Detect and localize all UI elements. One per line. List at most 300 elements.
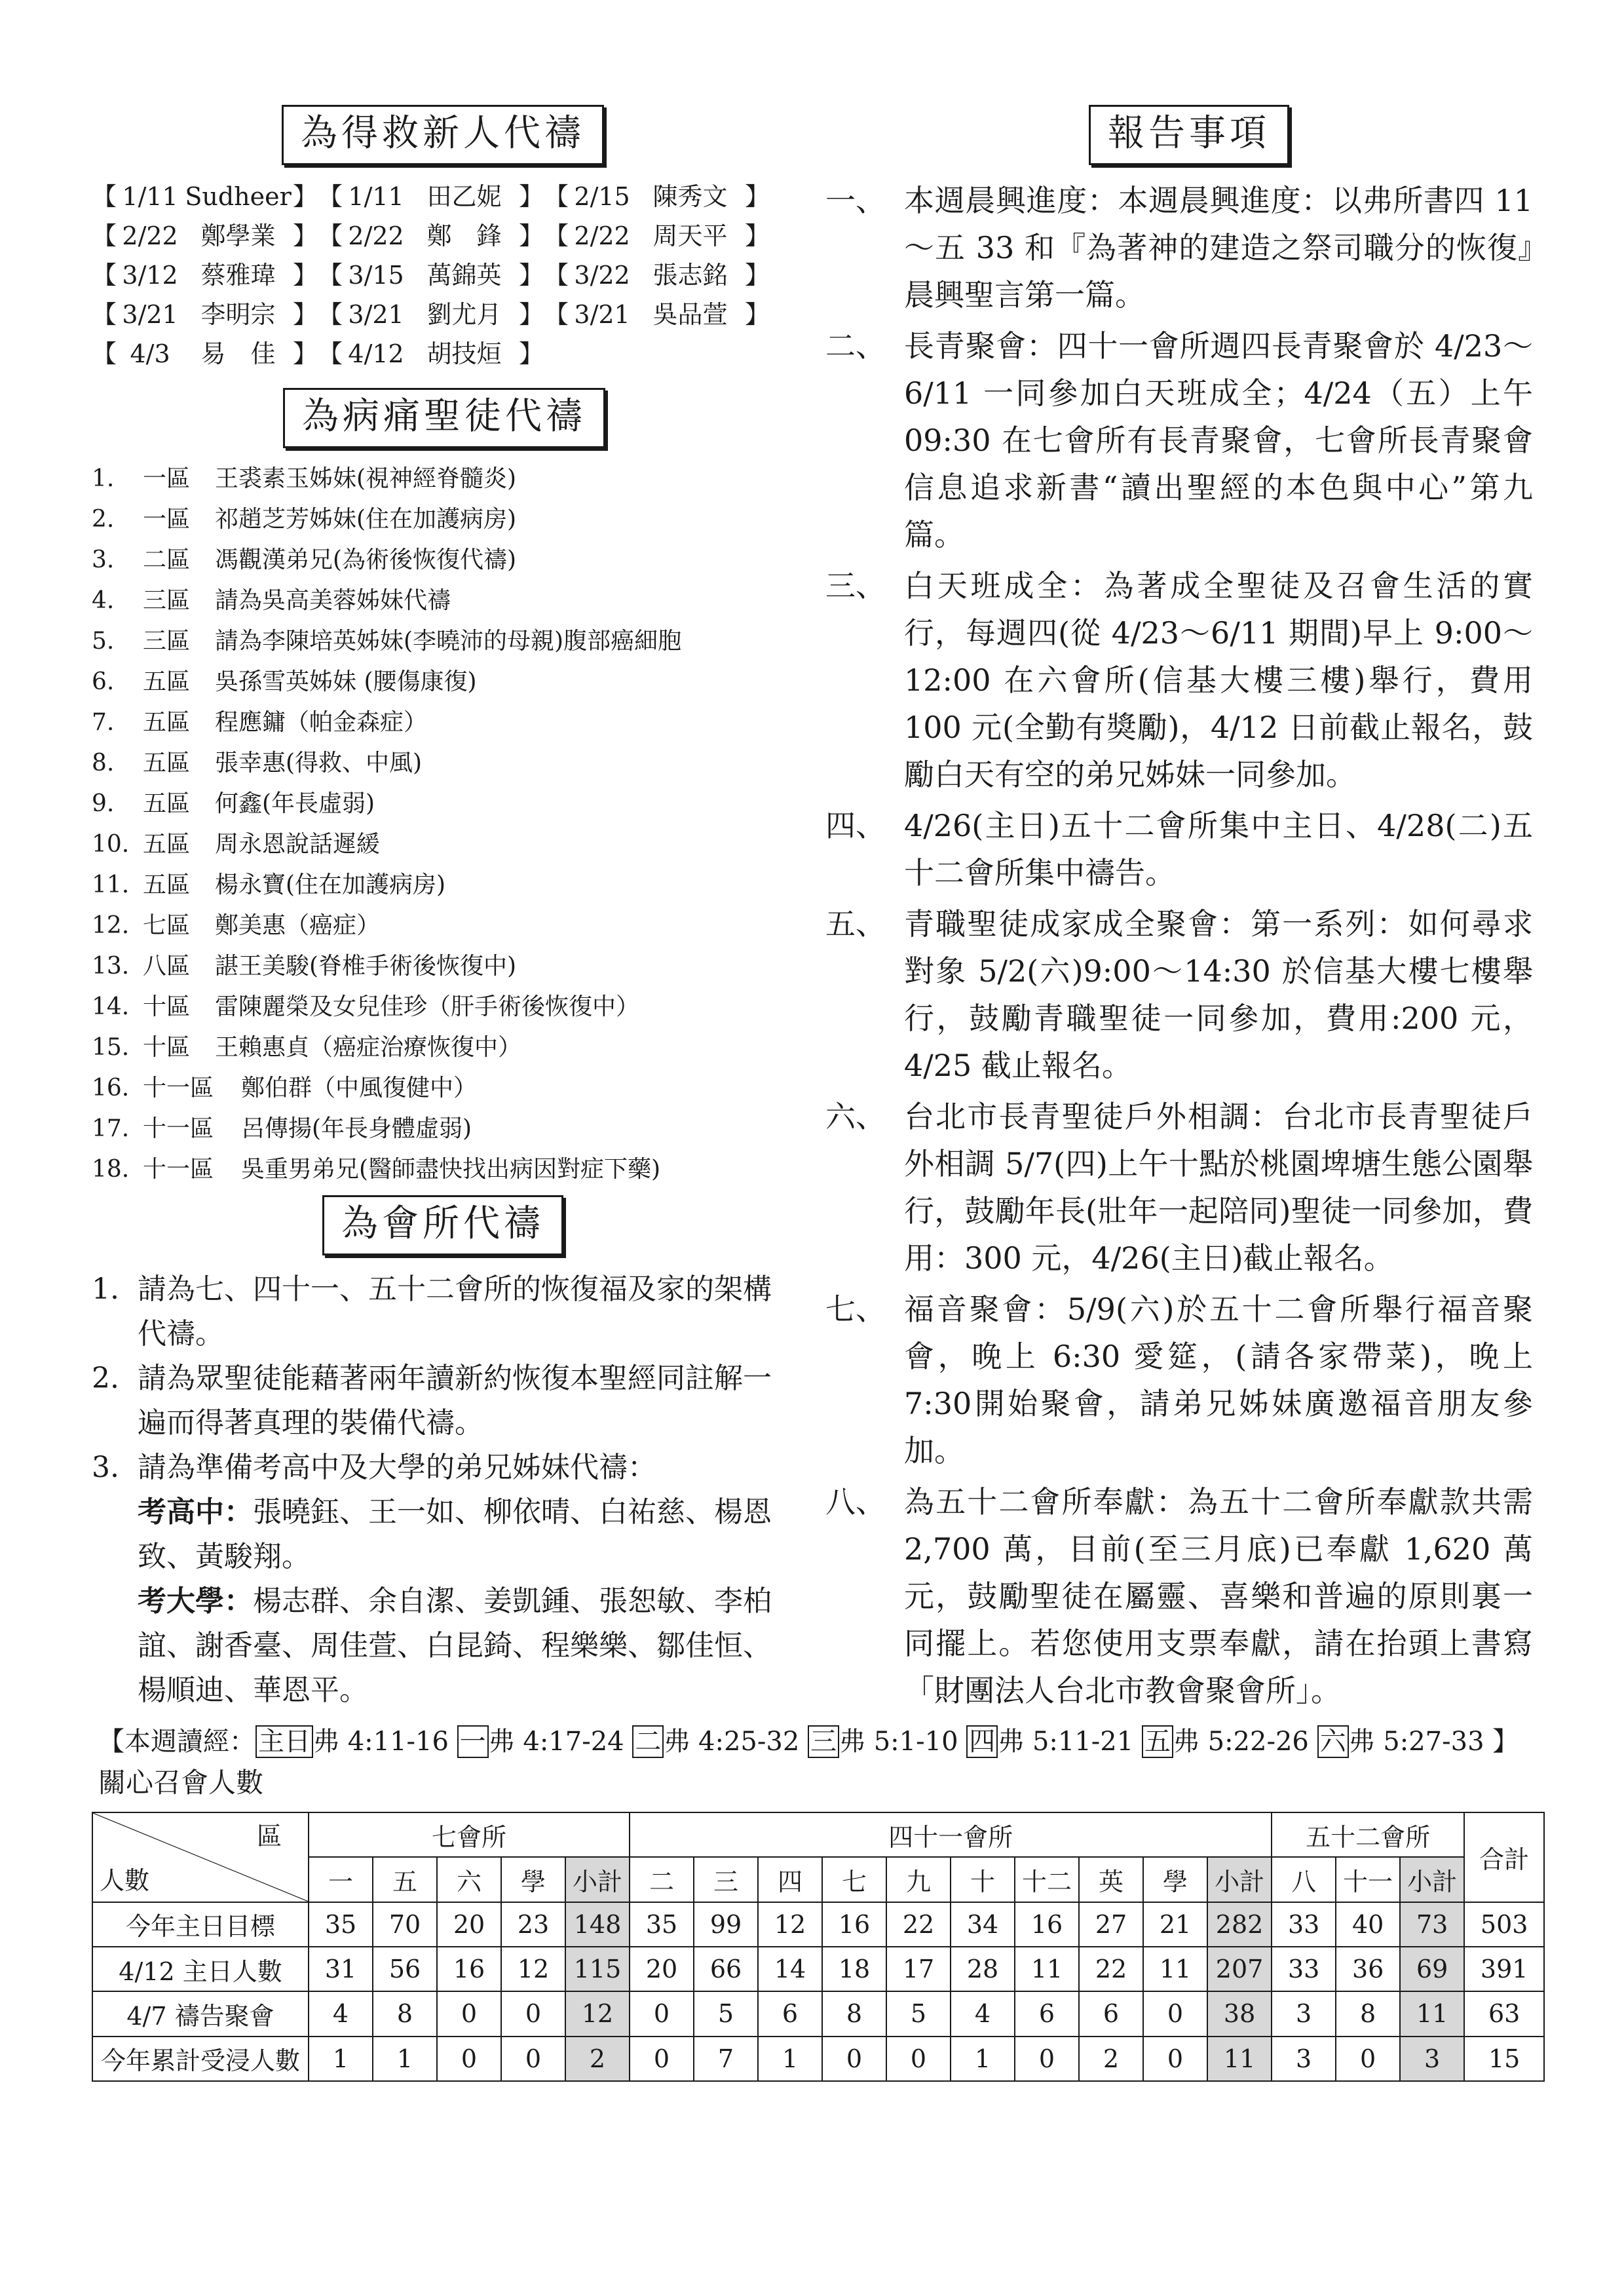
item-number: 一、 xyxy=(825,183,886,218)
item-text: 祁趙芝芳姊妹(住在加護病房) xyxy=(215,506,517,533)
item-text: 4/26(主日)五十二會所集中主日、4/28(二)五十二會所集中禱告。 xyxy=(904,808,1533,890)
new-believer-entry xyxy=(92,295,318,334)
header-row-districts xyxy=(92,1857,1544,1902)
table-cell: 20 xyxy=(630,1947,694,1991)
table-cell: 2 xyxy=(565,2037,630,2081)
bracket-open: 【 xyxy=(92,221,117,250)
bracket-open: 【 xyxy=(544,221,569,250)
item-number: 2. xyxy=(92,1362,119,1395)
table-cell: 56 xyxy=(373,1947,437,1991)
table-cell: 16 xyxy=(437,1947,501,1991)
bracket-close: 】 xyxy=(292,182,318,211)
table-cell: 8 xyxy=(1336,1991,1400,2036)
table-cell: 70 xyxy=(373,1902,437,1947)
table-cell: 20 xyxy=(437,1902,501,1947)
table-cell: 1 xyxy=(758,2037,822,2081)
item-district: 十一區 xyxy=(143,1075,214,1101)
district-header: 五 xyxy=(373,1857,437,1902)
table-cell: 28 xyxy=(951,1947,1015,1991)
new-believer-row xyxy=(92,256,799,295)
entry-name: 田乙妮 xyxy=(426,182,502,211)
item-text: 諶王美駿(脊椎手術後恢復中) xyxy=(215,953,517,980)
item-text: 請為眾聖徒能藉著兩年讀新約恢復本聖經同註解一遍而得著真理的裝備代禱。 xyxy=(138,1362,772,1440)
table-cell: 4 xyxy=(309,1991,373,2036)
item-number: 3. xyxy=(92,1451,119,1484)
district-header: 十一 xyxy=(1336,1857,1400,1902)
item-district: 五區 xyxy=(143,668,191,695)
sick-title: 為病痛聖徒代禱 xyxy=(283,388,605,448)
district-header: 十 xyxy=(951,1857,1015,1902)
university-label: 考大學： xyxy=(138,1584,253,1618)
item-text: 周永恩說話遲緩 xyxy=(215,831,381,858)
row-label: 4/12 主日人數 xyxy=(92,1947,309,1991)
table-cell: 0 xyxy=(1143,2037,1207,2081)
table-cell: 0 xyxy=(1143,1991,1207,2036)
item-number: 14. xyxy=(92,993,130,1020)
church-title: 為會所代禱 xyxy=(322,1195,563,1255)
entry-name: 陳秀文 xyxy=(652,182,728,211)
bracket-open: 【 xyxy=(318,221,343,250)
table-cell: 35 xyxy=(309,1902,373,1947)
reading-day: 一 xyxy=(457,1725,489,1758)
district-header: 八 xyxy=(1272,1857,1336,1902)
district-header: 小計 xyxy=(1400,1857,1464,1902)
announcement-item xyxy=(819,322,1533,558)
table-cell: 12 xyxy=(565,1991,630,2036)
row-label: 今年累計受浸人數 xyxy=(92,2037,309,2081)
item-text: 請為七、四十一、五十二會所的恢復福及家的架構代禱。 xyxy=(138,1272,772,1350)
entry-name: 萬錦英 xyxy=(426,261,502,290)
new-believer-entry xyxy=(92,216,318,256)
sick-item xyxy=(92,1109,799,1149)
table-cell: 3 xyxy=(1272,2037,1336,2081)
item-number: 六、 xyxy=(825,1099,886,1134)
entry-date: 1/11 xyxy=(122,182,178,211)
reading-close: 】 xyxy=(1492,1727,1519,1757)
table-cell: 11 xyxy=(1207,2037,1272,2081)
item-number: 16. xyxy=(92,1075,130,1101)
entry-name: 蔡雅瑋 xyxy=(200,261,276,290)
item-text: 何鑫(年長虛弱) xyxy=(215,790,375,817)
group-header: 四十一會所 xyxy=(630,1812,1272,1857)
entry-name: 胡技烜 xyxy=(426,339,502,368)
bracket-open: 【 xyxy=(92,261,117,290)
item-text: 呂傳揚(年長身體虛弱) xyxy=(241,1115,472,1142)
entry-name: 吳品萱 xyxy=(652,300,728,329)
table-row xyxy=(92,1991,1544,2036)
district-header: 學 xyxy=(1143,1857,1207,1902)
table-cell: 1 xyxy=(951,2037,1015,2081)
bracket-open: 【 xyxy=(92,182,117,211)
reading-day: 主日 xyxy=(255,1725,313,1758)
table-cell: 207 xyxy=(1207,1947,1272,1991)
table-row xyxy=(92,1947,1544,1991)
table-cell: 35 xyxy=(630,1902,694,1947)
church-item-3 xyxy=(92,1445,799,1490)
bracket-open: 【 xyxy=(544,261,569,290)
entry-date: 4/3 xyxy=(130,339,170,368)
sick-item xyxy=(92,784,799,824)
item-number: 5. xyxy=(92,628,115,655)
item-text: 青職聖徒成家成全聚會：第一系列：如何尋求對象 5/2(六)9:00～14:30 於信基大樓七樓舉行，鼓勵青職聖徒一同參加，費用:200 元，4/25 截止報名。 xyxy=(904,906,1533,1083)
new-believer-entry xyxy=(92,256,318,295)
table-cell: 22 xyxy=(886,1902,951,1947)
table-cell: 8 xyxy=(822,1991,886,2036)
bracket-close: 】 xyxy=(292,261,318,290)
table-cell: 115 xyxy=(565,1947,630,1991)
item-number: 四、 xyxy=(825,808,886,843)
table-cell: 1 xyxy=(373,2037,437,2081)
item-number: 三、 xyxy=(825,568,886,603)
entry-date: 3/21 xyxy=(122,300,178,329)
bracket-close: 】 xyxy=(518,221,544,250)
bracket-close: 】 xyxy=(518,182,544,211)
item-number: 13. xyxy=(92,953,130,980)
table-cell: 16 xyxy=(822,1902,886,1947)
item-number: 11. xyxy=(92,871,130,898)
table-row xyxy=(92,1902,1544,1947)
item-number: 1. xyxy=(92,465,115,492)
table-cell: 63 xyxy=(1464,1991,1544,2036)
table-cell: 391 xyxy=(1464,1947,1544,1991)
total-header: 合計 xyxy=(1464,1812,1544,1902)
entry-date: 3/15 xyxy=(348,261,404,290)
corner-label-bottom: 人數 xyxy=(100,1866,150,1895)
table-cell: 27 xyxy=(1079,1902,1143,1947)
table-cell: 0 xyxy=(1336,2037,1400,2081)
entry-name: 周天平 xyxy=(652,221,728,250)
entry-date: 3/21 xyxy=(574,300,630,329)
item-district: 三區 xyxy=(143,628,191,655)
item-district: 五區 xyxy=(143,790,191,817)
item-number: 七、 xyxy=(825,1292,886,1327)
high-school-list xyxy=(138,1490,799,1579)
reading-day: 四 xyxy=(966,1725,998,1758)
entry-date: 2/22 xyxy=(574,221,630,250)
district-header: 英 xyxy=(1079,1857,1143,1902)
bracket-open: 【 xyxy=(92,339,117,368)
row-label: 今年主日目標 xyxy=(92,1902,309,1947)
entry-date: 4/12 xyxy=(348,339,404,368)
item-district: 一區 xyxy=(143,465,191,492)
left-column xyxy=(92,105,799,1713)
item-district: 二區 xyxy=(143,546,191,573)
item-text: 本週晨興進度：本週晨興進度：以弗所書四 11～五 33 和『為著神的建造之祭司職分的恢復』晨興聖言第一篇。 xyxy=(904,183,1533,313)
item-district: 五區 xyxy=(143,831,191,858)
table-cell: 14 xyxy=(758,1947,822,1991)
corner-label-top: 區 xyxy=(256,1822,282,1850)
reading-ref: 弗 5:22-26 xyxy=(1173,1727,1317,1757)
entry-name: Sudheer xyxy=(185,182,292,211)
table-cell: 0 xyxy=(501,1991,565,2036)
new-believer-row xyxy=(92,334,799,373)
item-number: 3. xyxy=(92,546,115,573)
item-text: 鄭伯群（中風復健中） xyxy=(241,1075,478,1101)
table-cell: 7 xyxy=(694,2037,758,2081)
bracket-close: 】 xyxy=(518,339,544,368)
district-header: 一 xyxy=(309,1857,373,1902)
new-believer-entry xyxy=(318,295,544,334)
district-header: 二 xyxy=(630,1857,694,1902)
new-believer-entry xyxy=(544,216,770,256)
entry-name: 劉尤月 xyxy=(426,300,502,329)
table-cell: 33 xyxy=(1272,1902,1336,1947)
district-header: 學 xyxy=(501,1857,565,1902)
reading-day: 二 xyxy=(632,1725,664,1758)
table-cell: 2 xyxy=(1079,2037,1143,2081)
reading-ref: 弗 5:1-10 xyxy=(839,1727,967,1757)
sick-item xyxy=(92,906,799,946)
item-district: 十一區 xyxy=(143,1156,214,1183)
announcement-item xyxy=(819,1478,1533,1714)
table-cell: 6 xyxy=(1079,1991,1143,2036)
table-cell: 73 xyxy=(1400,1902,1464,1947)
item-district: 十區 xyxy=(143,1034,191,1061)
new-believer-row xyxy=(92,177,799,216)
bracket-close: 】 xyxy=(292,221,318,250)
district-header: 六 xyxy=(437,1857,501,1902)
new-believer-entry xyxy=(92,177,318,216)
item-text: 張幸惠(得救、中風) xyxy=(215,750,423,776)
table-cell: 282 xyxy=(1207,1902,1272,1947)
sick-item xyxy=(92,865,799,906)
table-cell: 8 xyxy=(373,1991,437,2036)
item-text: 吳重男弟兄(醫師盡快找出病因對症下藥) xyxy=(241,1156,661,1183)
item-number: 2. xyxy=(92,506,115,533)
sick-item xyxy=(92,581,799,621)
item-number: 12. xyxy=(92,912,130,939)
bracket-close: 】 xyxy=(744,261,770,290)
sick-item xyxy=(92,499,799,540)
bracket-open: 【 xyxy=(92,300,117,329)
table-cell: 11 xyxy=(1400,1991,1464,2036)
table-cell: 6 xyxy=(758,1991,822,2036)
table-cell: 22 xyxy=(1079,1947,1143,1991)
bracket-open: 【 xyxy=(318,300,343,329)
district-header: 十二 xyxy=(1015,1857,1079,1902)
announcement-item xyxy=(819,562,1533,798)
district-header: 三 xyxy=(694,1857,758,1902)
sick-list xyxy=(92,459,799,1190)
reading-day: 五 xyxy=(1142,1725,1173,1758)
item-text: 馮觀漢弟兄(為術後恢復代禱) xyxy=(215,546,517,573)
row-label: 4/7 禱告聚會 xyxy=(92,1991,309,2036)
announcement-item xyxy=(819,802,1533,896)
new-believer-row xyxy=(92,216,799,256)
university-names: 楊志群、余自潔、姜凱鍾、張恕敏、李柏誼、謝香臺、周佳萱、白昆錡、程樂樂、鄒佳恒、楊順迪、華恩平。 xyxy=(138,1584,772,1707)
table-cell: 3 xyxy=(1272,1991,1336,2036)
item-text: 王裘素玉姊妹(視神經脊髓炎) xyxy=(215,465,517,492)
sick-item xyxy=(92,946,799,987)
item-text: 雷陳麗榮及女兒佳珍（肝手術後恢復中） xyxy=(215,993,640,1020)
item-district: 五區 xyxy=(143,709,191,736)
table-cell: 0 xyxy=(822,2037,886,2081)
bracket-open: 【 xyxy=(544,300,569,329)
entry-name: 鄭 鋒 xyxy=(426,221,502,250)
announcements-title: 報告事項 xyxy=(1089,105,1289,165)
church-item-1 xyxy=(92,1267,799,1356)
group-header: 五十二會所 xyxy=(1272,1812,1464,1857)
table-cell: 66 xyxy=(694,1947,758,1991)
sick-item xyxy=(92,1068,799,1109)
district-header: 七 xyxy=(822,1857,886,1902)
table-cell: 3 xyxy=(1400,2037,1464,2081)
item-number: 4. xyxy=(92,587,115,614)
sick-item xyxy=(92,621,799,662)
table-cell: 0 xyxy=(437,1991,501,2036)
item-district: 十一區 xyxy=(143,1115,214,1142)
reading-ref: 弗 4:17-24 xyxy=(488,1727,633,1757)
reading-day: 三 xyxy=(808,1725,839,1758)
item-number: 五、 xyxy=(825,906,886,942)
group-header: 七會所 xyxy=(309,1812,630,1857)
item-district: 十區 xyxy=(143,993,191,1020)
table-cell: 0 xyxy=(1015,2037,1079,2081)
table-cell: 0 xyxy=(630,2037,694,2081)
item-district: 一區 xyxy=(143,506,191,533)
item-number: 10. xyxy=(92,831,130,858)
bracket-close: 】 xyxy=(744,182,770,211)
item-text: 台北市長青聖徒戶外相調：台北市長青聖徒戶外相調 5/7(四)上午十點於桃園埤塘生態公園舉行，鼓勵年長(壯年一起陪同)聖徒一同參加，費用：300 元，4/26(主日)截止報名。 xyxy=(904,1099,1533,1276)
item-text: 請為李陳培英姊妹(李曉沛的母親)腹部癌細胞 xyxy=(215,628,682,655)
district-header: 小計 xyxy=(1207,1857,1272,1902)
table-cell: 38 xyxy=(1207,1991,1272,2036)
item-number: 八、 xyxy=(825,1484,886,1520)
attendance-title: 關心召會人數 xyxy=(98,1767,264,1799)
entry-date: 3/22 xyxy=(574,261,630,290)
table-cell: 11 xyxy=(1143,1947,1207,1991)
sick-item xyxy=(92,743,799,784)
entry-date: 1/11 xyxy=(348,182,404,211)
reading-ref: 弗 5:11-21 xyxy=(998,1727,1142,1757)
item-text: 鄭美惠（癌症） xyxy=(215,912,381,939)
table-cell: 34 xyxy=(951,1902,1015,1947)
new-believers-title: 為得救新人代禱 xyxy=(282,105,604,165)
item-text: 請為準備考高中及大學的弟兄姊妹代禱： xyxy=(138,1451,656,1484)
bracket-close: 】 xyxy=(292,339,318,368)
table-cell: 5 xyxy=(694,1991,758,2036)
district-header: 四 xyxy=(758,1857,822,1902)
item-district: 五區 xyxy=(143,871,191,898)
bracket-close: 】 xyxy=(518,261,544,290)
new-believer-entry xyxy=(544,177,770,216)
table-cell: 0 xyxy=(501,2037,565,2081)
sick-item xyxy=(92,540,799,581)
entry-date: 2/22 xyxy=(122,221,178,250)
table-cell: 40 xyxy=(1336,1902,1400,1947)
table-cell: 148 xyxy=(565,1902,630,1947)
sick-item xyxy=(92,702,799,743)
table-cell: 503 xyxy=(1464,1902,1544,1947)
entry-name: 鄭學業 xyxy=(200,221,276,250)
item-text: 程應鏞（帕金森症） xyxy=(215,709,428,736)
new-believer-entry xyxy=(318,177,544,216)
sick-item xyxy=(92,824,799,865)
new-believer-entry xyxy=(544,256,770,295)
item-text: 楊永寶(住在加護病房) xyxy=(215,871,446,898)
item-number: 9. xyxy=(92,790,115,817)
sick-item xyxy=(92,459,799,499)
item-number: 8. xyxy=(92,750,115,776)
new-believer-entry xyxy=(318,256,544,295)
bracket-open: 【 xyxy=(544,182,569,211)
table-cell: 31 xyxy=(309,1947,373,1991)
church-list xyxy=(92,1267,799,1713)
table-corner xyxy=(92,1812,309,1902)
entry-date: 2/15 xyxy=(574,182,630,211)
table-cell: 12 xyxy=(501,1947,565,1991)
reading-day: 六 xyxy=(1317,1725,1349,1758)
new-believer-entry xyxy=(92,334,318,373)
table-cell: 99 xyxy=(694,1902,758,1947)
bracket-close: 】 xyxy=(744,300,770,329)
sick-item xyxy=(92,1027,799,1068)
sick-item xyxy=(92,1149,799,1190)
item-number: 15. xyxy=(92,1034,130,1061)
reading-open: 【本週讀經： xyxy=(98,1727,255,1757)
table-cell: 18 xyxy=(822,1947,886,1991)
new-believer-entry xyxy=(318,216,544,256)
right-column xyxy=(819,105,1533,1718)
item-district: 七區 xyxy=(143,912,191,939)
table-cell: 6 xyxy=(1015,1991,1079,2036)
bracket-close: 】 xyxy=(292,300,318,329)
item-number: 6. xyxy=(92,668,115,695)
table-cell: 23 xyxy=(501,1902,565,1947)
table-cell: 11 xyxy=(1015,1947,1079,1991)
new-believers-list xyxy=(92,177,799,373)
bracket-open: 【 xyxy=(318,182,343,211)
item-number: 17. xyxy=(92,1115,130,1142)
church-item-2 xyxy=(92,1356,799,1445)
item-text: 吳孫雪英姊妹 (腰傷康復) xyxy=(215,668,477,695)
table-cell: 36 xyxy=(1336,1947,1400,1991)
table-cell: 16 xyxy=(1015,1902,1079,1947)
reading-ref: 弗 4:25-32 xyxy=(664,1727,808,1757)
weekly-reading xyxy=(98,1722,1572,1761)
sick-item xyxy=(92,987,799,1027)
attendance-table xyxy=(92,1812,1545,2082)
bracket-open: 【 xyxy=(318,261,343,290)
item-text: 請為吳高美蓉姊妹代禱 xyxy=(215,587,451,614)
new-believer-row xyxy=(92,295,799,334)
bracket-close: 】 xyxy=(744,221,770,250)
item-district: 八區 xyxy=(143,953,191,980)
announcement-item xyxy=(819,900,1533,1089)
bracket-close: 】 xyxy=(518,300,544,329)
table-cell: 15 xyxy=(1464,2037,1544,2081)
table-cell: 33 xyxy=(1272,1947,1336,1991)
reading-ref: 弗 5:27-33 xyxy=(1348,1727,1493,1757)
table-cell: 0 xyxy=(886,2037,951,2081)
entry-date: 3/12 xyxy=(122,261,178,290)
item-number: 7. xyxy=(92,709,115,736)
reading-ref: 弗 4:11-16 xyxy=(313,1727,457,1757)
entry-date: 3/21 xyxy=(348,300,404,329)
item-text: 為五十二會所奉獻：為五十二會所奉獻款共需 2,700 萬，目前(至三月底)已奉獻 1,620 萬元，鼓勵聖徒在屬靈、喜樂和普遍的原則裏一同擺上。若您使用支票奉獻，請在抬頭上書寫「財團法人台北市教會聚會所」。 xyxy=(904,1484,1533,1708)
entry-name: 張志銘 xyxy=(652,261,728,290)
item-text: 長青聚會：四十一會所週四長青聚會於 4/23～6/11 一同參加白天班成全；4/24（五）上午 09:30 在七會所有長青聚會，七會所長青聚會信息追求新書“讀出聖經的本色與中心”第九篇。 xyxy=(904,328,1533,552)
item-district: 五區 xyxy=(143,750,191,776)
new-believer-entry xyxy=(318,334,544,373)
district-header: 小計 xyxy=(565,1857,630,1902)
table-cell: 5 xyxy=(886,1991,951,2036)
announcement-item xyxy=(819,177,1533,318)
table-cell: 17 xyxy=(886,1947,951,1991)
table-cell: 0 xyxy=(630,1991,694,2036)
item-number: 1. xyxy=(92,1272,119,1306)
announcements-list xyxy=(819,177,1533,1714)
